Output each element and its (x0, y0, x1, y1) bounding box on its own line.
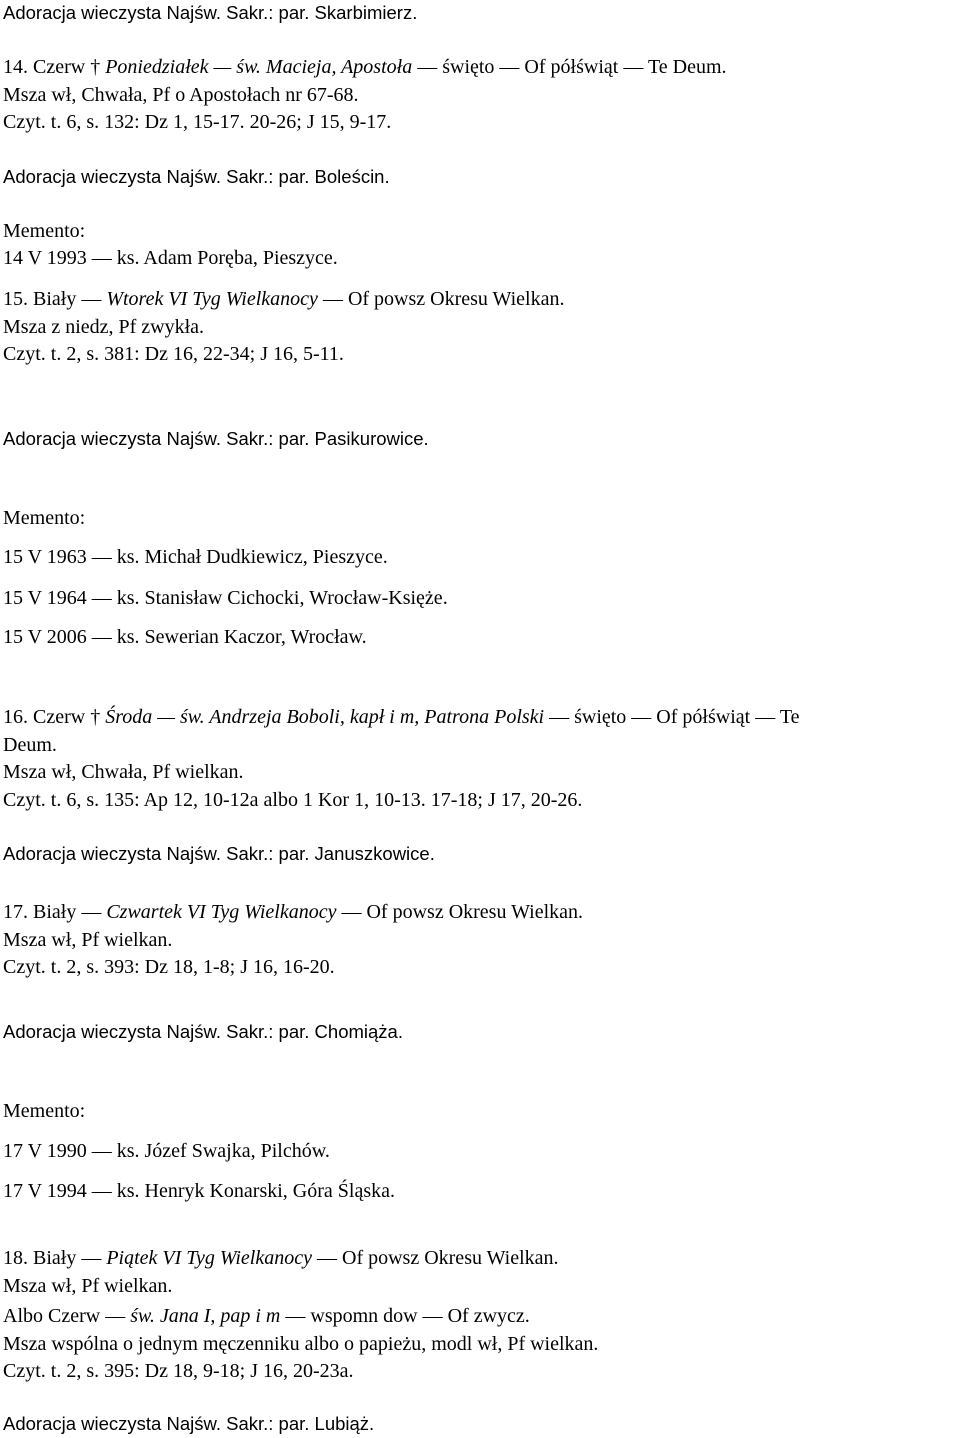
italic-segment: Czwartek VI Tyg Wielkanocy (106, 901, 337, 923)
text-line (3, 245, 338, 271)
text-segment: Msza wspólna o jednym męczenniku albo o papieżu, modl wł, Pf wielkan. (3, 1333, 599, 1355)
text-line (3, 286, 565, 312)
text-line (3, 759, 244, 785)
text-segment: Czyt. t. 2, s. 381: Dz 16, 22-34; J 16, 5-11. (3, 343, 344, 365)
text-segment: 15 V 2006 — ks. Sewerian Kaczor, Wrocław. (3, 626, 367, 648)
text-segment: 17 V 1990 — ks. Józef Swajka, Pilchów. (3, 1140, 330, 1162)
text-segment: 14 V 1993 — ks. Adam Poręba, Pieszyce. (3, 247, 338, 269)
text-segment: — Of powsz Okresu Wielkan. (317, 288, 565, 310)
text-segment: Memento: (3, 507, 86, 529)
text-line (3, 1273, 172, 1299)
text-line (3, 314, 204, 340)
text-segment: Msza z niedz, Pf zwykła. (3, 316, 205, 338)
text-segment: Albo Czerw — (3, 1305, 131, 1327)
text-line (3, 841, 435, 867)
text-segment: Adoracja wieczysta Najśw. Sakr.: par. Januszkowice. (3, 843, 435, 864)
text-segment: Memento: (3, 1100, 86, 1122)
text-line (3, 1098, 85, 1124)
text-segment: — Of powsz Okresu Wielkan. (312, 1247, 559, 1269)
text-segment: Czyt. t. 2, s. 395: Dz 18, 9-18; J 16, 20-23a. (3, 1360, 354, 1382)
text-segment: Adoracja wieczysta Najśw. Sakr.: par. Chomiąża. (3, 1021, 403, 1042)
text-line (3, 109, 391, 135)
text-segment: — święto — Of półświąt — Te Deum. (412, 56, 727, 78)
text-segment: — wspomn dow — Of zwycz. (280, 1305, 530, 1327)
text-segment: 15 V 1964 — ks. Stanisław Cichocki, Wrocław-Księże. (3, 587, 448, 609)
text-line (3, 1303, 530, 1329)
text-line (3, 505, 85, 531)
text-segment: 16. Czerw † (3, 706, 106, 728)
text-segment: Msza wł, Pf wielkan. (3, 1275, 173, 1297)
text-segment: 15. Biały — (3, 288, 107, 310)
text-line (3, 1245, 559, 1271)
text-segment: Adoracja wieczysta Najśw. Sakr.: par. Boleścin. (3, 166, 390, 187)
text-segment: Adoracja wieczysta Najśw. Sakr.: par. Pasikurowice. (3, 428, 429, 449)
text-segment: 15 V 1963 — ks. Michał Dudkiewicz, Pieszyce. (3, 546, 388, 568)
italic-segment: Poniedziałek — św. Macieja, Apostoła (105, 56, 413, 78)
text-line (3, 954, 335, 980)
text-segment: 18. Biały — (3, 1247, 107, 1269)
text-line (3, 732, 57, 758)
italic-segment: św. Jana I, pap i m (130, 1305, 281, 1327)
text-segment: — Of powsz Okresu Wielkan. (336, 901, 584, 923)
text-segment: 17 V 1994 — ks. Henryk Konarski, Góra Śląska. (3, 1180, 396, 1202)
text-line (3, 1411, 374, 1437)
text-line (3, 544, 388, 570)
text-line (3, 0, 417, 26)
text-line (3, 899, 583, 925)
text-segment: 14. Czerw † (3, 56, 106, 78)
text-segment: Msza wł, Chwała, Pf o Apostołach nr 67-68. (3, 84, 359, 106)
text-line (3, 218, 85, 244)
text-segment: Memento: (3, 220, 86, 242)
text-segment: Czyt. t. 6, s. 132: Dz 1, 15-17. 20-26; J 15, 9-17. (3, 111, 392, 133)
text-line (3, 164, 390, 190)
text-segment: Czyt. t. 6, s. 135: Ap 12, 10-12a albo 1 Kor 1, 10-13. 17-18; J 17, 20-26. (3, 789, 583, 811)
text-segment: Czyt. t. 2, s. 393: Dz 18, 1-8; J 16, 16-20. (3, 956, 335, 978)
text-line (3, 927, 172, 953)
text-line (3, 1138, 330, 1164)
text-line (3, 787, 582, 813)
italic-segment: Środa — św. Andrzeja Boboli, kapł i m, Patrona Polski (105, 706, 545, 728)
text-line (3, 54, 727, 80)
text-segment: Msza wł, Pf wielkan. (3, 929, 173, 951)
text-line (3, 1331, 598, 1357)
text-line (3, 1019, 403, 1045)
text-line (3, 341, 344, 367)
text-line (3, 585, 448, 611)
text-line (3, 624, 367, 650)
text-segment: Adoracja wieczysta Najśw. Sakr.: par. Lubiąż. (3, 1413, 375, 1434)
text-segment: 17. Biały — (3, 901, 107, 923)
text-line (3, 1178, 395, 1204)
text-segment: Msza wł, Chwała, Pf wielkan. (3, 761, 244, 783)
text-line (3, 704, 800, 730)
text-segment: Adoracja wieczysta Najśw. Sakr.: par. Skarbimierz. (3, 2, 418, 23)
text-line (3, 426, 429, 452)
text-segment: Deum. (3, 734, 57, 756)
text-line (3, 82, 359, 108)
text-line (3, 1358, 354, 1384)
italic-segment: Piątek VI Tyg Wielkanocy (106, 1247, 312, 1269)
italic-segment: Wtorek VI Tyg Wielkanocy (106, 288, 318, 310)
text-segment: — święto — Of półświąt — Te (544, 706, 800, 728)
